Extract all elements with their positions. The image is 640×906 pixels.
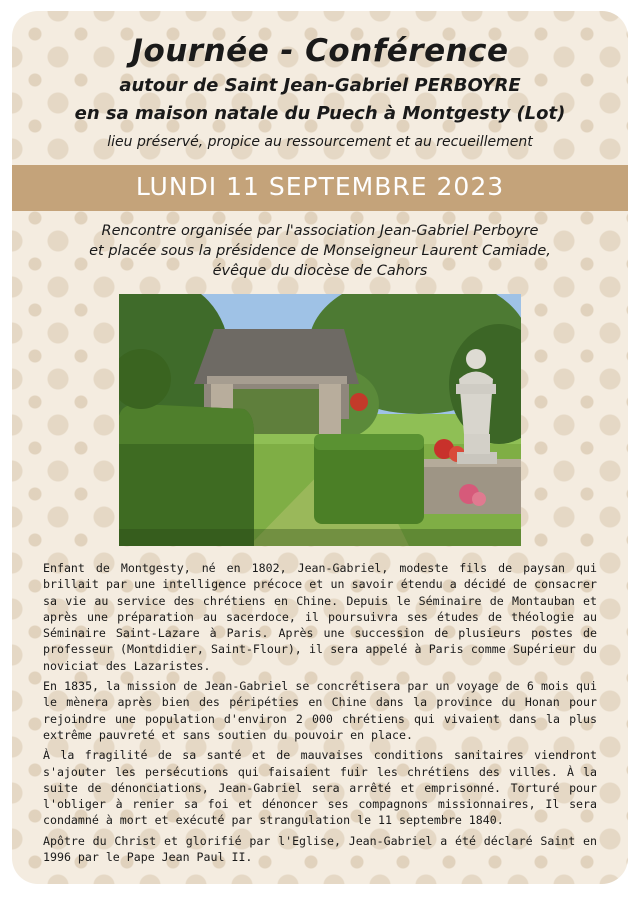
subtitle-location: en sa maison natale du Puech à Montgesty (Lot) [74,103,566,124]
organizer-line-3: évêque du diocèse de Cahors [212,263,428,279]
subtitle-saint: autour de Saint Jean-Gabriel PERBOYRE [119,75,521,96]
garden-photo-illustration [119,294,521,546]
paragraph-canonization: Apôtre du Christ et glorifié par l'Eglise, Jean-Gabriel a été déclaré Saint en 1996 par le Pape Jean Paul II. [43,833,597,865]
flyer-page [12,11,628,884]
body-text [43,560,597,865]
paragraph-biography: Enfant de Montgesty, né en 1802, Jean-Gabriel, modeste fils de paysan qui brillait par une intelligence précoce et un savoir étendu a décidé de consacrer sa vie au service des chrétiens en Chine. Depuis le Séminaire de Montauban et après une préparation au sacerdoce, il poursuivra ses études de théologie au Séminaire Saint-Lazare à Paris. Après une succession de plusieurs postes de professeur (Montdidier, Saint-Flour), il sera appelé à Paris comme Supérieur du noviciat des Lazaristes. [43,561,597,673]
event-date: LUNDI 11 SEPTEMBRE 2023 [135,172,505,201]
paragraph-martyrdom: À la fragilité de sa santé et de mauvaises conditions sanitaires viendront s'ajouter les persécutions qui faisaient fuir les chrétiens des villes. À la suite de dénonciations, Jean-Gabriel sera arrêté et emprisonné. Torturé pour l'obliger à renier sa foi et dénoncer ses compagnons missionnaires, Il sera condamné à mort et exécuté par strangulation le 11 septembre 1840. [43,748,597,828]
organizer-line-2: et placée sous la présidence de Monseigneur Laurent Camiade, [89,243,551,259]
garden-photo [119,294,521,546]
page-title: Journée - Conférence [131,33,509,69]
paragraph-mission: En 1835, la mission de Jean-Gabriel se concrétisera par un voyage de 6 mois qui le mènera après bien des péripéties en Chine dans la province du Honan pour rejoindre une population d'environ 2 000 chrétiens qui vivaient dans la plus extrême pauvreté et sans soutien du pouvoir en place. [43,679,597,742]
subtitle-tagline: lieu préservé, propice au ressourcement et au recueillement [107,134,533,150]
organizer-line-1: Rencontre organisée par l'association Jean-Gabriel Perboyre [101,223,539,239]
